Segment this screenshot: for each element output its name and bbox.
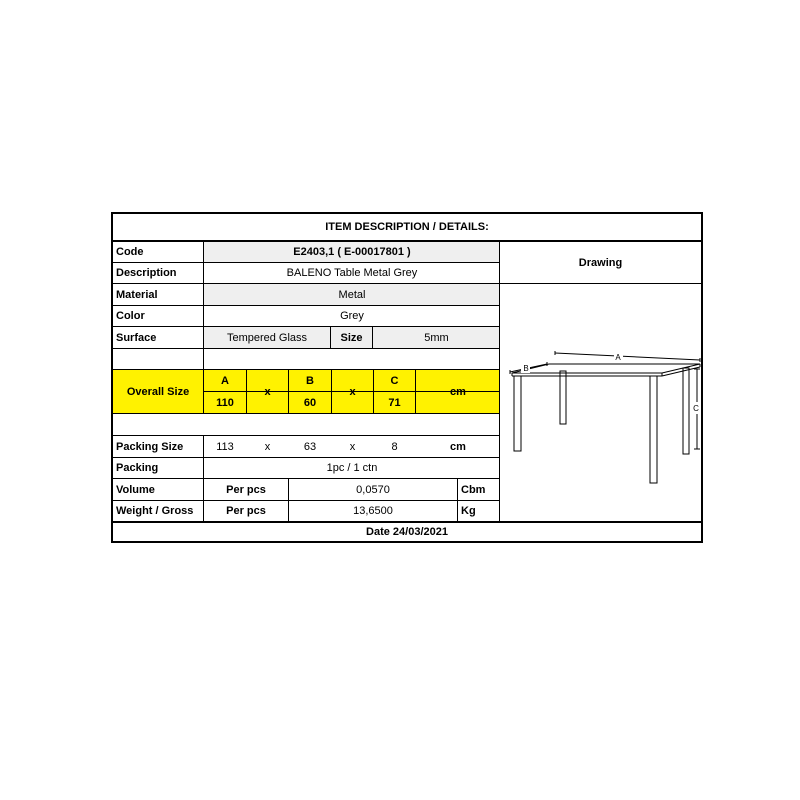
description-label: Description [116,267,177,279]
drawing-dim-b: B [523,364,529,373]
code-value: E2403,1 ( E-00017801 ) [293,246,411,258]
color-label: Color [116,310,145,322]
packing-size-b: 63 [303,440,317,453]
overall-size-unit: cm [450,385,466,398]
packing-value: 1pc / 1 ctn [326,462,378,474]
volume-unit: Cbm [461,483,486,496]
rule [113,413,500,414]
color-value: Grey [340,310,364,322]
surface-label: Surface [116,331,157,344]
material-label: Material [116,288,158,301]
size-value: 5mm [424,331,449,344]
dim-b-label: B [306,374,314,387]
date-footer: Date 24/03/2021 [366,526,448,538]
weight-value: 13,6500 [353,505,393,517]
dim-c-value: 71 [388,396,401,409]
overall-size-label: Overall Size [126,385,190,398]
item-details-sheet [111,212,703,543]
times-sign: x [264,440,271,453]
packing-size-c: 8 [391,440,398,453]
times-sign: x [264,385,271,398]
volume-label: Volume [116,483,155,496]
dim-c-label: C [390,374,399,387]
packing-size-a: 113 [216,440,234,453]
code-label: Code [116,246,144,258]
volume-per: Per pcs [226,483,266,496]
size-label: Size [340,331,363,344]
times-sign: x [349,385,356,398]
volume-value: 0,0570 [356,483,390,496]
weight-per: Per pcs [226,505,266,517]
rule [113,348,500,349]
drawing-title: Drawing [578,256,623,269]
sheet-title: ITEM DESCRIPTION / DETAILS: [325,221,489,233]
surface-value: Tempered Glass [226,331,308,344]
dim-a-label: A [221,374,229,387]
weight-label: Weight / Gross [116,505,194,517]
packing-size-label: Packing Size [116,440,184,453]
drawing-dim-c: C [693,404,699,413]
packing-label: Packing [116,462,159,474]
drawing-dim-a: A [615,353,621,362]
dim-b-value: 60 [303,396,317,409]
dim-a-value: 110 [216,396,234,409]
packing-size-unit: cm [450,440,466,453]
times-sign: x [349,440,356,453]
table-drawing [500,284,701,521]
material-value: Metal [338,288,366,301]
table-outline [512,364,700,483]
weight-unit: Kg [461,505,476,517]
description-value: BALENO Table Metal Grey [286,267,418,279]
